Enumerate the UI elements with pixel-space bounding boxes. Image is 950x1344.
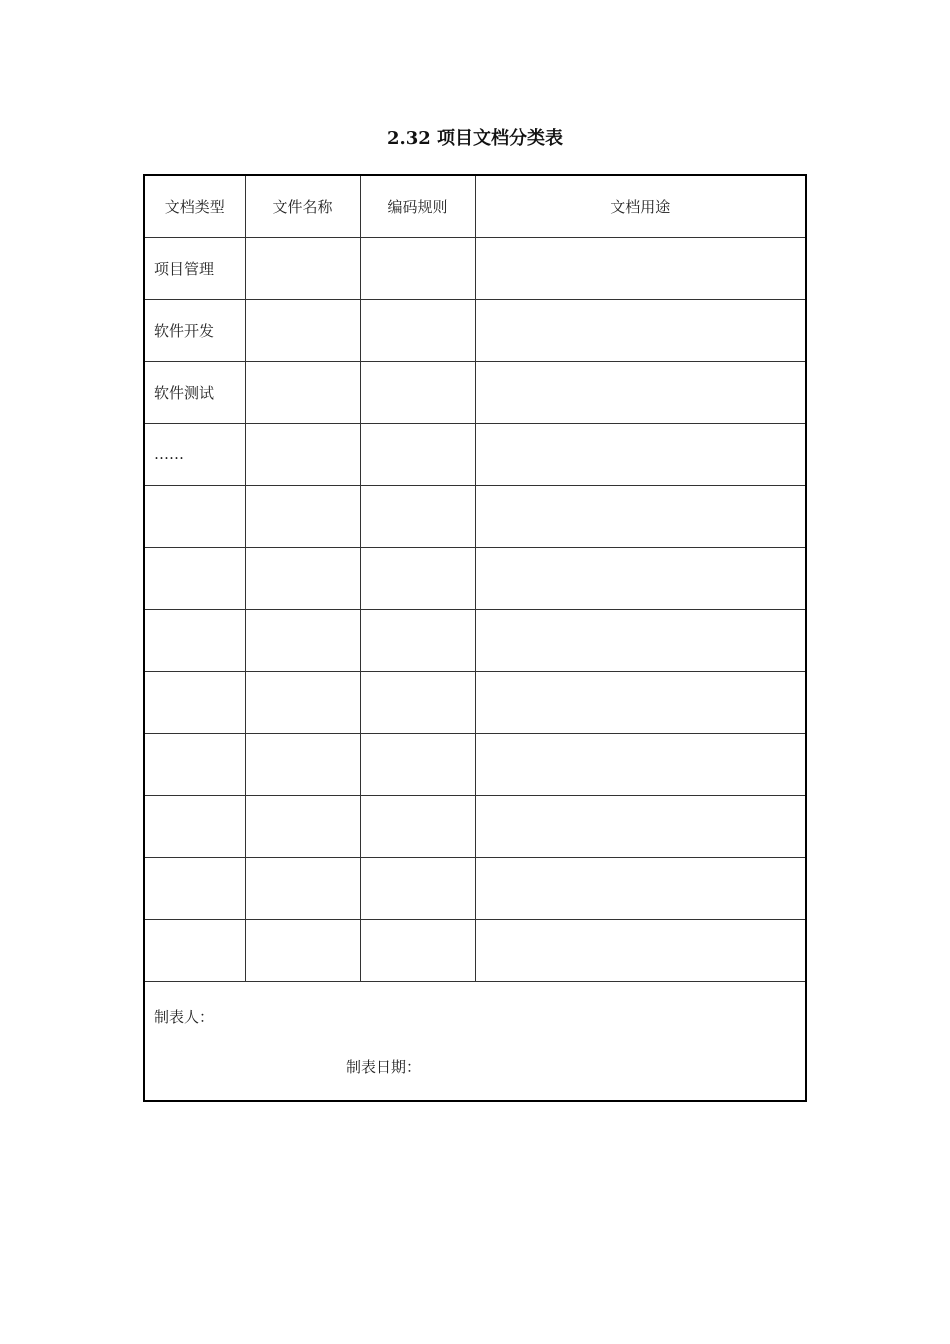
table-row — [144, 857, 806, 919]
type-cell[interactable] — [144, 795, 245, 857]
type-cell[interactable]: 软件开发 — [144, 299, 245, 361]
purpose-cell[interactable] — [475, 857, 806, 919]
purpose-cell[interactable] — [475, 671, 806, 733]
type-cell[interactable]: 项目管理 — [144, 237, 245, 299]
make-date-label: 制表日期： — [346, 1057, 422, 1076]
footer-cell — [144, 981, 806, 1101]
file-name-cell[interactable] — [245, 237, 360, 299]
purpose-cell[interactable] — [475, 547, 806, 609]
file-name-cell[interactable] — [245, 733, 360, 795]
purpose-cell[interactable] — [475, 361, 806, 423]
header-coding-rule: 编码规则 — [360, 175, 475, 237]
type-cell[interactable] — [144, 857, 245, 919]
table-row — [144, 919, 806, 981]
type-cell[interactable] — [144, 671, 245, 733]
coding-rule-cell[interactable] — [360, 547, 475, 609]
coding-rule-cell[interactable] — [360, 857, 475, 919]
file-name-cell[interactable] — [245, 485, 360, 547]
table-row — [144, 609, 806, 671]
coding-rule-cell[interactable] — [360, 237, 475, 299]
header-doc-purpose: 文档用途 — [475, 175, 806, 237]
table-row — [144, 547, 806, 609]
purpose-cell[interactable] — [475, 919, 806, 981]
table-row — [144, 423, 806, 485]
file-name-cell[interactable] — [245, 609, 360, 671]
header-doc-type: 文档类型 — [144, 175, 245, 237]
type-cell[interactable]: 软件测试 — [144, 361, 245, 423]
coding-rule-cell[interactable] — [360, 485, 475, 547]
file-name-cell[interactable] — [245, 857, 360, 919]
purpose-cell[interactable] — [475, 237, 806, 299]
type-cell[interactable] — [144, 919, 245, 981]
type-cell[interactable] — [144, 733, 245, 795]
table-row — [144, 299, 806, 361]
coding-rule-cell[interactable] — [360, 795, 475, 857]
type-cell[interactable]: …… — [144, 423, 245, 485]
purpose-cell[interactable] — [475, 733, 806, 795]
purpose-cell[interactable] — [475, 795, 806, 857]
file-name-cell[interactable] — [245, 919, 360, 981]
coding-rule-cell[interactable] — [360, 919, 475, 981]
table-row — [144, 671, 806, 733]
file-name-cell[interactable] — [245, 795, 360, 857]
coding-rule-cell[interactable] — [360, 671, 475, 733]
table-row — [144, 237, 806, 299]
purpose-cell[interactable] — [475, 485, 806, 547]
file-name-cell[interactable] — [245, 671, 360, 733]
document-classification-table — [143, 174, 807, 1102]
type-cell[interactable] — [144, 547, 245, 609]
file-name-cell[interactable] — [245, 361, 360, 423]
purpose-cell[interactable] — [475, 299, 806, 361]
coding-rule-cell[interactable] — [360, 423, 475, 485]
table-header-row — [144, 175, 806, 237]
file-name-cell[interactable] — [245, 547, 360, 609]
file-name-cell[interactable] — [245, 423, 360, 485]
file-name-cell[interactable] — [245, 299, 360, 361]
purpose-cell[interactable] — [475, 609, 806, 671]
table-footer-row — [144, 981, 806, 1101]
table-row — [144, 361, 806, 423]
coding-rule-cell[interactable] — [360, 733, 475, 795]
header-file-name: 文件名称 — [245, 175, 360, 237]
page-title: 2.32 项目文档分类表 — [386, 128, 564, 149]
type-cell[interactable] — [144, 609, 245, 671]
coding-rule-cell[interactable] — [360, 299, 475, 361]
table-row — [144, 795, 806, 857]
type-cell[interactable] — [144, 485, 245, 547]
table-row — [144, 485, 806, 547]
maker-label: 制表人： — [154, 1007, 215, 1026]
coding-rule-cell[interactable] — [360, 609, 475, 671]
footer-box — [145, 982, 805, 1100]
coding-rule-cell[interactable] — [360, 361, 475, 423]
purpose-cell[interactable] — [475, 423, 806, 485]
table-row — [144, 733, 806, 795]
